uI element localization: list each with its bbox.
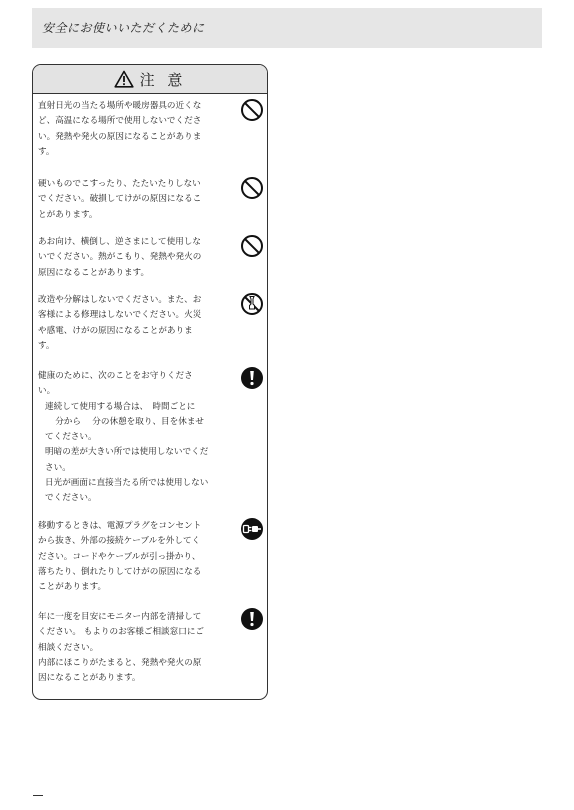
caution-item-line: でください。 (45, 493, 97, 504)
caution-item-line: ど、高温になる場所で使用しないでくださ (38, 116, 202, 127)
caution-item-line: あお向け、横倒し、逆さまにして使用しな (38, 237, 201, 247)
caution-item-text (38, 99, 232, 160)
caution-item-line: す。 (38, 146, 55, 157)
page-number-mark (33, 795, 43, 796)
caution-item-line: ださい。コードやケーブルが引っ掛かり、 (38, 551, 201, 562)
caution-item-line: 年に一度を目安にモニター内部を清掃して (38, 612, 202, 622)
caution-item-line: い。 (38, 386, 56, 397)
caution-item-line: 移動するときは、電源プラグをコンセント (38, 521, 202, 531)
mandatory-action-icon (240, 366, 264, 390)
caution-item-line: 落ちたり、倒れたりしてけがの原因になる (38, 566, 202, 577)
caution-item-line: 相談ください。 (38, 642, 99, 653)
caution-item-line: 硬いものでこすったり、たたいたりしない (38, 179, 201, 189)
caution-item-line: 健康のために、次のことをお守りくださ (38, 371, 193, 381)
caution-item-line: す。 (38, 340, 55, 351)
caution-item-line: 因になることがあります。 (38, 673, 141, 684)
caution-item-line: い。発熱や発火の原因になることがありま (38, 131, 202, 142)
caution-box (32, 64, 268, 700)
prohibition-icon (240, 234, 264, 258)
caution-item-line: 直射日光の当たる場所や暖房器具の近くな (38, 101, 202, 111)
caution-item-line: とがあります。 (38, 209, 98, 220)
caution-item-text (38, 519, 232, 595)
caution-item-line: から抜き、外部の接続ケーブルを外してく (38, 536, 201, 547)
warning-triangle-icon (114, 70, 134, 88)
caution-item-line: でください。破損してけがの原因になるこ (38, 194, 202, 205)
caution-item-line: てください。 (45, 432, 97, 443)
section-title: 安全にお使いいただくために (42, 21, 205, 35)
caution-item-line: ください。 もよりのお客様ご相談窓口にご (38, 627, 205, 638)
caution-item-line: さい。 (45, 462, 71, 473)
caution-item-line: 原因になることがあります。 (38, 267, 150, 278)
caution-item-line: いでください。熱がこもり、発熱や発火の (38, 252, 202, 263)
mandatory-action-icon (240, 607, 264, 631)
caution-item-text (38, 293, 232, 354)
unplug-icon (240, 517, 264, 541)
caution-item-text (38, 235, 232, 281)
caution-item-line: 日光が画面に直接当たる所では使用しない (45, 478, 209, 489)
caution-item-line: 客様による修理はしないでください。火災 (38, 310, 202, 321)
section-header-bar (32, 8, 542, 48)
caution-item-line: や感電、けがの原因になることがありま (38, 325, 193, 336)
caution-item-line: 内部にほこりがたまると、発熱や発火の原 (38, 657, 202, 668)
caution-item-line: 明暗の差が大きい所では使用しないでくだ (45, 447, 209, 458)
caution-item-line: 分から 分の休憩を取り、目を休ませ (38, 416, 205, 427)
no-disassembly-icon (240, 292, 264, 316)
caution-header (33, 65, 267, 94)
prohibition-icon (240, 176, 264, 200)
caution-item-line: 改造や分解はしないでください。また、お (38, 295, 202, 305)
prohibition-icon (240, 98, 264, 122)
caution-item-text (38, 177, 232, 223)
caution-item-line: 連続して使用する場合は、 時間ごとに (45, 401, 196, 412)
caution-title: 注 意 (139, 70, 187, 89)
caution-item-text (38, 369, 232, 507)
caution-item-text (38, 610, 232, 686)
caution-item-line: ことがあります。 (38, 582, 107, 593)
